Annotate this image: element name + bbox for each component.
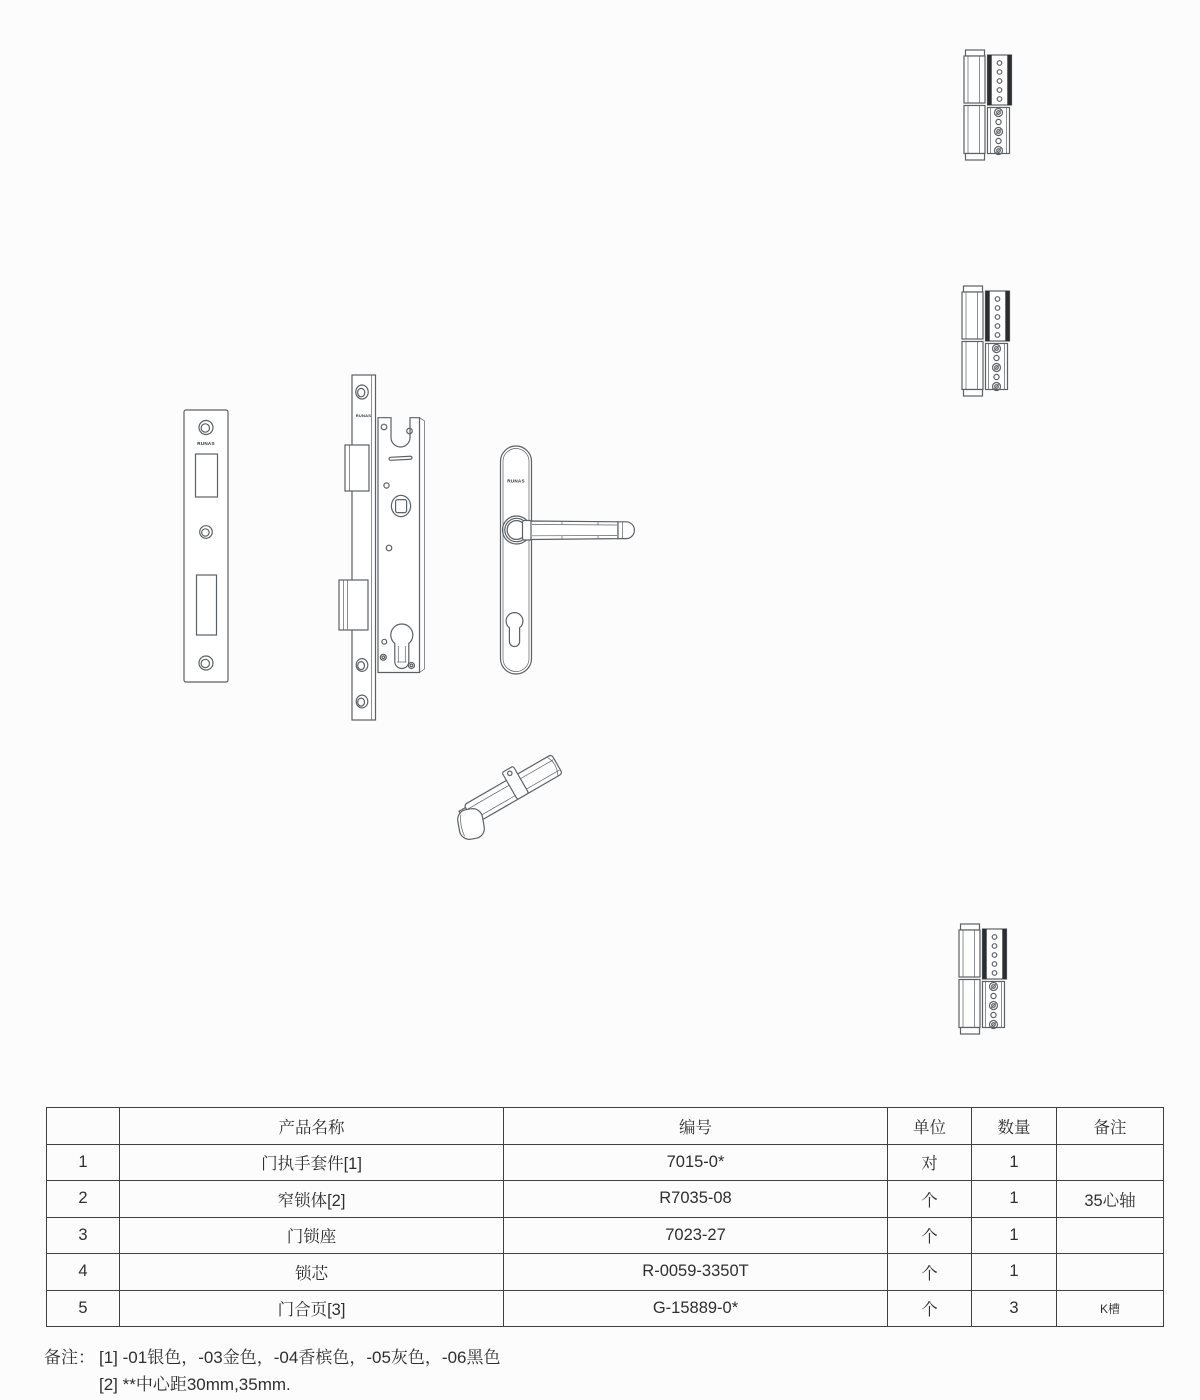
parts-table [46, 1107, 1164, 1327]
cell-qty: 3 [972, 1290, 1057, 1327]
cell-product-name: 门合页[3] [120, 1290, 504, 1327]
cell-note [1057, 1144, 1164, 1181]
notes-label: 备注： [44, 1348, 95, 1367]
cell-code: R7035-08 [504, 1181, 888, 1218]
cell-product-name: 锁芯 [120, 1254, 504, 1291]
cell-unit: 个 [888, 1217, 972, 1254]
cell-code: 7015-0* [504, 1144, 888, 1181]
table-header-row [47, 1108, 1164, 1145]
handle-set-drawing [501, 446, 635, 674]
cell-note [1057, 1217, 1164, 1254]
cell-note: K槽 [1057, 1290, 1164, 1327]
cell-code: 7023-27 [504, 1217, 888, 1254]
table-row [47, 1217, 1164, 1254]
brand-logo: RUNAS [507, 478, 525, 484]
cell-unit: 个 [888, 1290, 972, 1327]
cell-index: 4 [47, 1254, 120, 1291]
table-row [47, 1290, 1164, 1327]
cell-note: 35心轴 [1057, 1181, 1164, 1218]
table-row [47, 1181, 1164, 1218]
header-unit: 单位 [888, 1108, 972, 1145]
cell-qty: 1 [972, 1144, 1057, 1181]
cell-index: 3 [47, 1217, 120, 1254]
header-product-name: 产品名称 [120, 1108, 504, 1145]
hinge-drawing-bottom [959, 924, 1007, 1034]
brand-logo: RUNAS [197, 441, 215, 446]
table-row [47, 1254, 1164, 1291]
note-line-1: [1] -01银色，-03金色，-04香槟色，-05灰色，-06黑色 [99, 1348, 501, 1367]
brand-logo: RUNAS [355, 413, 372, 418]
cell-index: 5 [47, 1290, 120, 1327]
latch-bolt [345, 445, 369, 491]
cell-product-name: 窄锁体[2] [120, 1181, 504, 1218]
strike-plate-drawing [184, 410, 228, 682]
lock-body-drawing [339, 375, 425, 720]
header-code: 编号 [504, 1108, 888, 1145]
footer-notes [44, 1344, 500, 1398]
cell-code: G-15889-0* [504, 1290, 888, 1327]
cell-unit: 个 [888, 1181, 972, 1218]
deadbolt [339, 580, 368, 630]
lever-handle [523, 521, 635, 541]
cell-qty: 1 [972, 1217, 1057, 1254]
header-note: 备注 [1057, 1108, 1164, 1145]
hinge-drawing-middle [962, 286, 1010, 396]
cell-note [1057, 1254, 1164, 1291]
cell-index: 2 [47, 1181, 120, 1218]
header-qty: 数量 [972, 1108, 1057, 1145]
cell-qty: 1 [972, 1181, 1057, 1218]
header-index [47, 1108, 120, 1145]
cell-unit: 个 [888, 1254, 972, 1291]
cell-product-name: 门锁座 [120, 1217, 504, 1254]
cylinder-drawing [453, 747, 562, 841]
note-line-2: [2] **中心距30mm,35mm. [99, 1375, 291, 1394]
cell-qty: 1 [972, 1254, 1057, 1291]
cell-code: R-0059-3350T [504, 1254, 888, 1291]
cell-unit: 对 [888, 1144, 972, 1181]
table-row [47, 1144, 1164, 1181]
hinge-drawing-top [964, 50, 1012, 160]
cell-index: 1 [47, 1144, 120, 1181]
cell-product-name: 门执手套件[1] [120, 1144, 504, 1181]
